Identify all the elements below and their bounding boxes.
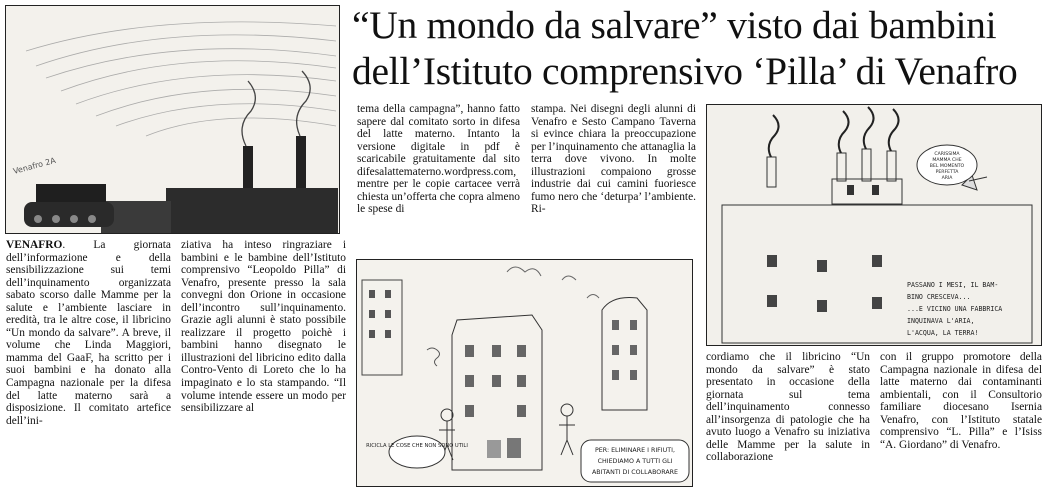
page-title xyxy=(352,2,1042,94)
article-column-3 xyxy=(357,103,520,251)
article-col1-text: . La giornata dell’informazione e della sensibilizzazione sui temi dell’inquinamento organizzata sabato scorso dalle Mamme per la salute e l’ambiente lasciare in eredità, tra le altre cose, il libricino “Un mondo da salvare”. A breve, il volume che Linda Maggiori, mamma del GaaF, ha scritto per i suoi bambini e ha donato alla Campagna nazionale per la difesa del latte materno sarà a disposizione. Il comitato artefice dell’ini- xyxy=(6,239,171,427)
article-dateline: VENAFRO xyxy=(6,239,63,251)
article-col6-text: con il gruppo promotore della Campagna nazionale in difesa del latte materno dai contaminanti ambientali, con il Consultorio familiare diocesano Isernia Venafro, con l’Istituto statale comprensivo “L. Pilla” e l’Isiss “A. Giordano” di Venafro. xyxy=(880,351,1042,451)
right-bubble-line1: CARISSIMA xyxy=(934,152,960,157)
article-column-5 xyxy=(706,351,870,487)
headline-line-1: “Un mondo da salvare” visto dai bambini xyxy=(352,3,997,47)
right-text-line5: L'ACQUA, LA TERRA! xyxy=(907,329,979,337)
right-text-line4: INQUINAVA L'ARIA, xyxy=(907,317,975,325)
right-bubble-line3: BEL MOMENTO xyxy=(929,164,965,169)
drawing-signature: Venafro 2A xyxy=(12,155,57,176)
article-col4-text: stampa. Nei disegni degli alunni di Venafro e Sesto Campano Taverna si evince chiara la preoccupazione per l’inquinamento che attanaglia la terra dove vivono. In molte illustrazioni compaiono grosse industrie dai cui camini fuoriesce fumo nero che ‘deturpa’ l’ambiente. Ri- xyxy=(531,103,696,216)
drawing-factory-pollution xyxy=(706,104,1042,346)
center-speech-big-line2: CHIEDIAMO A TUTTI GLI xyxy=(597,458,673,465)
center-speech-big-line3: ABITANTI DI COLLABORARE xyxy=(591,469,679,476)
article-column-4 xyxy=(531,103,696,251)
right-text-line3: ...E VICINO UNA FABBRICA xyxy=(907,305,1003,313)
center-speech-big-line1: PER: ELIMINARE I RIFIUTI, xyxy=(595,447,675,454)
drawing-city-recycle xyxy=(356,259,693,487)
article-column-6 xyxy=(880,351,1042,487)
right-text-line1: PASSANO I MESI, IL BAM- xyxy=(907,281,999,289)
article-column-2 xyxy=(181,239,346,487)
right-text-line2: BINO CRESCEVA... xyxy=(907,293,971,301)
right-bubble-line2: MAMMA CHE xyxy=(932,158,962,163)
article-col2-text: ziativa ha inteso ringraziare i bambini e le bambine dell’Istituto comprensivo “Leopoldo Pilla” di Venafro, presente presso la sala convegni don Orione in occasione dell’incontro sull’inquinamento. Grazie agli alunni è stato possibile realizzare il progetto poichè i bambini hanno disegnato le illustrazioni del libricino edito dalla Contro-Vento di Loreto che lo ha impaginato e lo sta stampando. “Il volume intende essere un modo per sensibilizzare al xyxy=(181,239,346,415)
drawing-tanks-factory xyxy=(5,5,340,234)
article-col3-text: tema della campagna”, hanno fatto sapere dal comitato sorto in difesa del latte materno. Intanto la versione digitale in pdf è scaricabile gratuitamente dal sito difesalattematerno.wordpress.com, mentre per le copie cartacee verrà chiesta un’offerta che copra almeno le spese di xyxy=(357,103,520,216)
article-column-1 xyxy=(6,239,171,487)
headline-line-2: dell’Istituto comprensivo ‘Pilla’ di Venafro xyxy=(352,49,1018,93)
right-bubble-line4: PERFETTA xyxy=(935,170,959,175)
article-col5-text: cordiamo che il libricino “Un mondo da salvare” è stato presentato in occasione della giornata sul tema dell’inquinamento connesso all’insorgenza di patologie che ha avuto luogo a Venafro su iniziativa delle Mamme per la salute in collaborazione xyxy=(706,351,870,464)
center-speech-small: RICICLA LE COSE CHE NON SONO UTILI xyxy=(366,443,468,449)
right-bubble-line5: ARIA xyxy=(941,176,953,181)
